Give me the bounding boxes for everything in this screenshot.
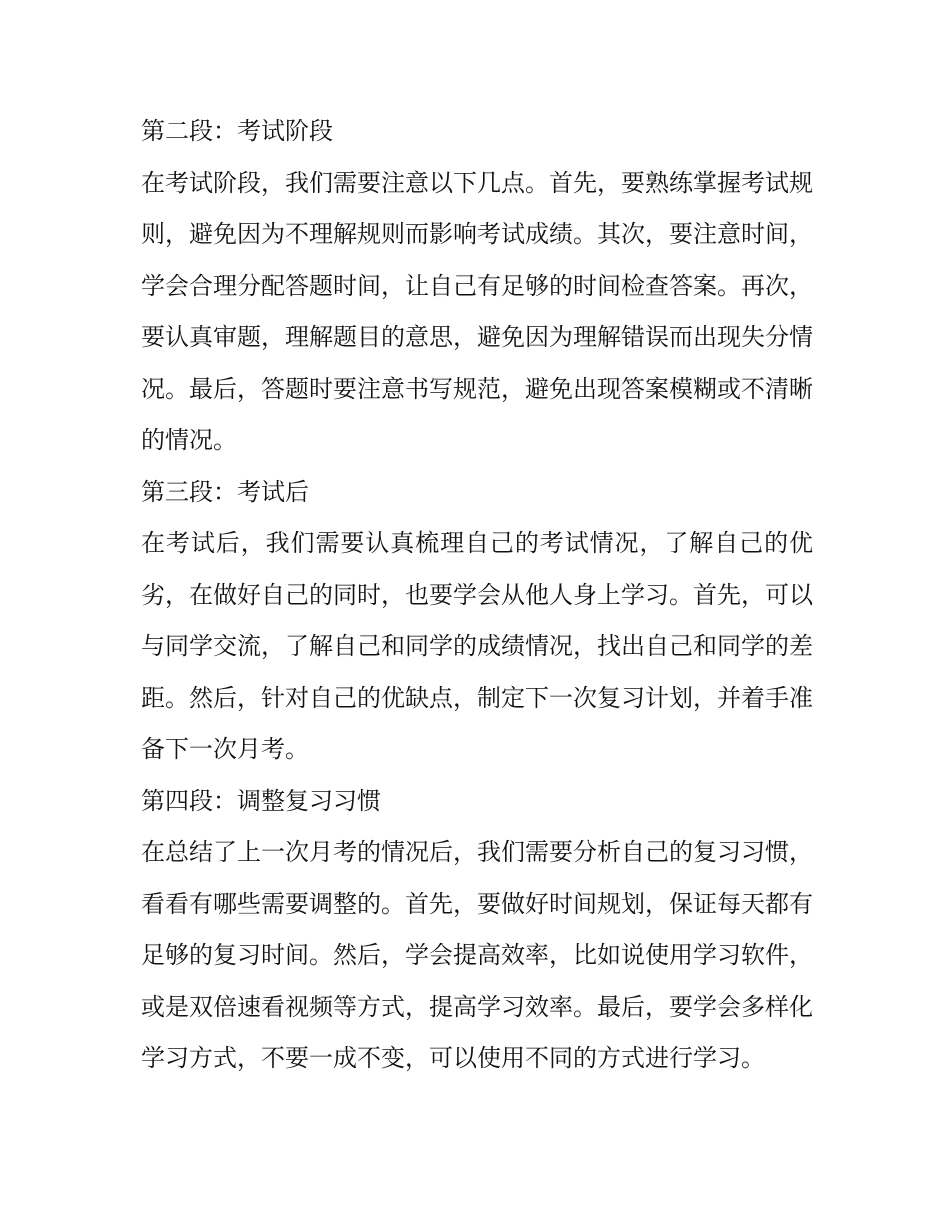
document-body xyxy=(141,106,813,1085)
section-paragraph-adjust-habits: 在总结了上一次月考的情况后，我们需要分析自己的复习习惯，看看有哪些需要调整的。首先，要做好时间规划，保证每天都有足够的复习时间。然后，学会提高效率，比如说使用学习软件，或是双倍速看视频等方式，提高学习效率。最后，要学会多样化学习方式，不要一成不变，可以使用不同的方式进行学习。 xyxy=(141,838,813,1072)
section-heading-after-exam: 第三段：考试后 xyxy=(141,477,309,506)
section-heading-exam-stage: 第二段：考试阶段 xyxy=(141,117,333,145)
section-paragraph-after-exam: 在考试后，我们需要认真梳理自己的考试情况，了解自己的优劣，在做好自己的同时，也要学会从他人身上学习。首先，可以与同学交流，了解自己和同学的成绩情况，找出自己和同学的差距。然后，针对自己的优缺点，制定下一次复习计划，并着手准备下一次月考。 xyxy=(141,529,813,763)
section-paragraph-exam-stage: 在考试阶段，我们需要注意以下几点。首先，要熟练掌握考试规则，避免因为不理解规则而影响考试成绩。其次，要注意时间，学会合理分配答题时间，让自己有足够的时间检查答案。再次，要认真审题，理解题目的意思，避免因为理解错误而出现失分情况。最后，答题时要注意书写规范，避免出现答案模糊或不清晰的情况。 xyxy=(141,168,813,454)
section-heading-adjust-habits: 第四段：调整复习习惯 xyxy=(141,786,381,815)
